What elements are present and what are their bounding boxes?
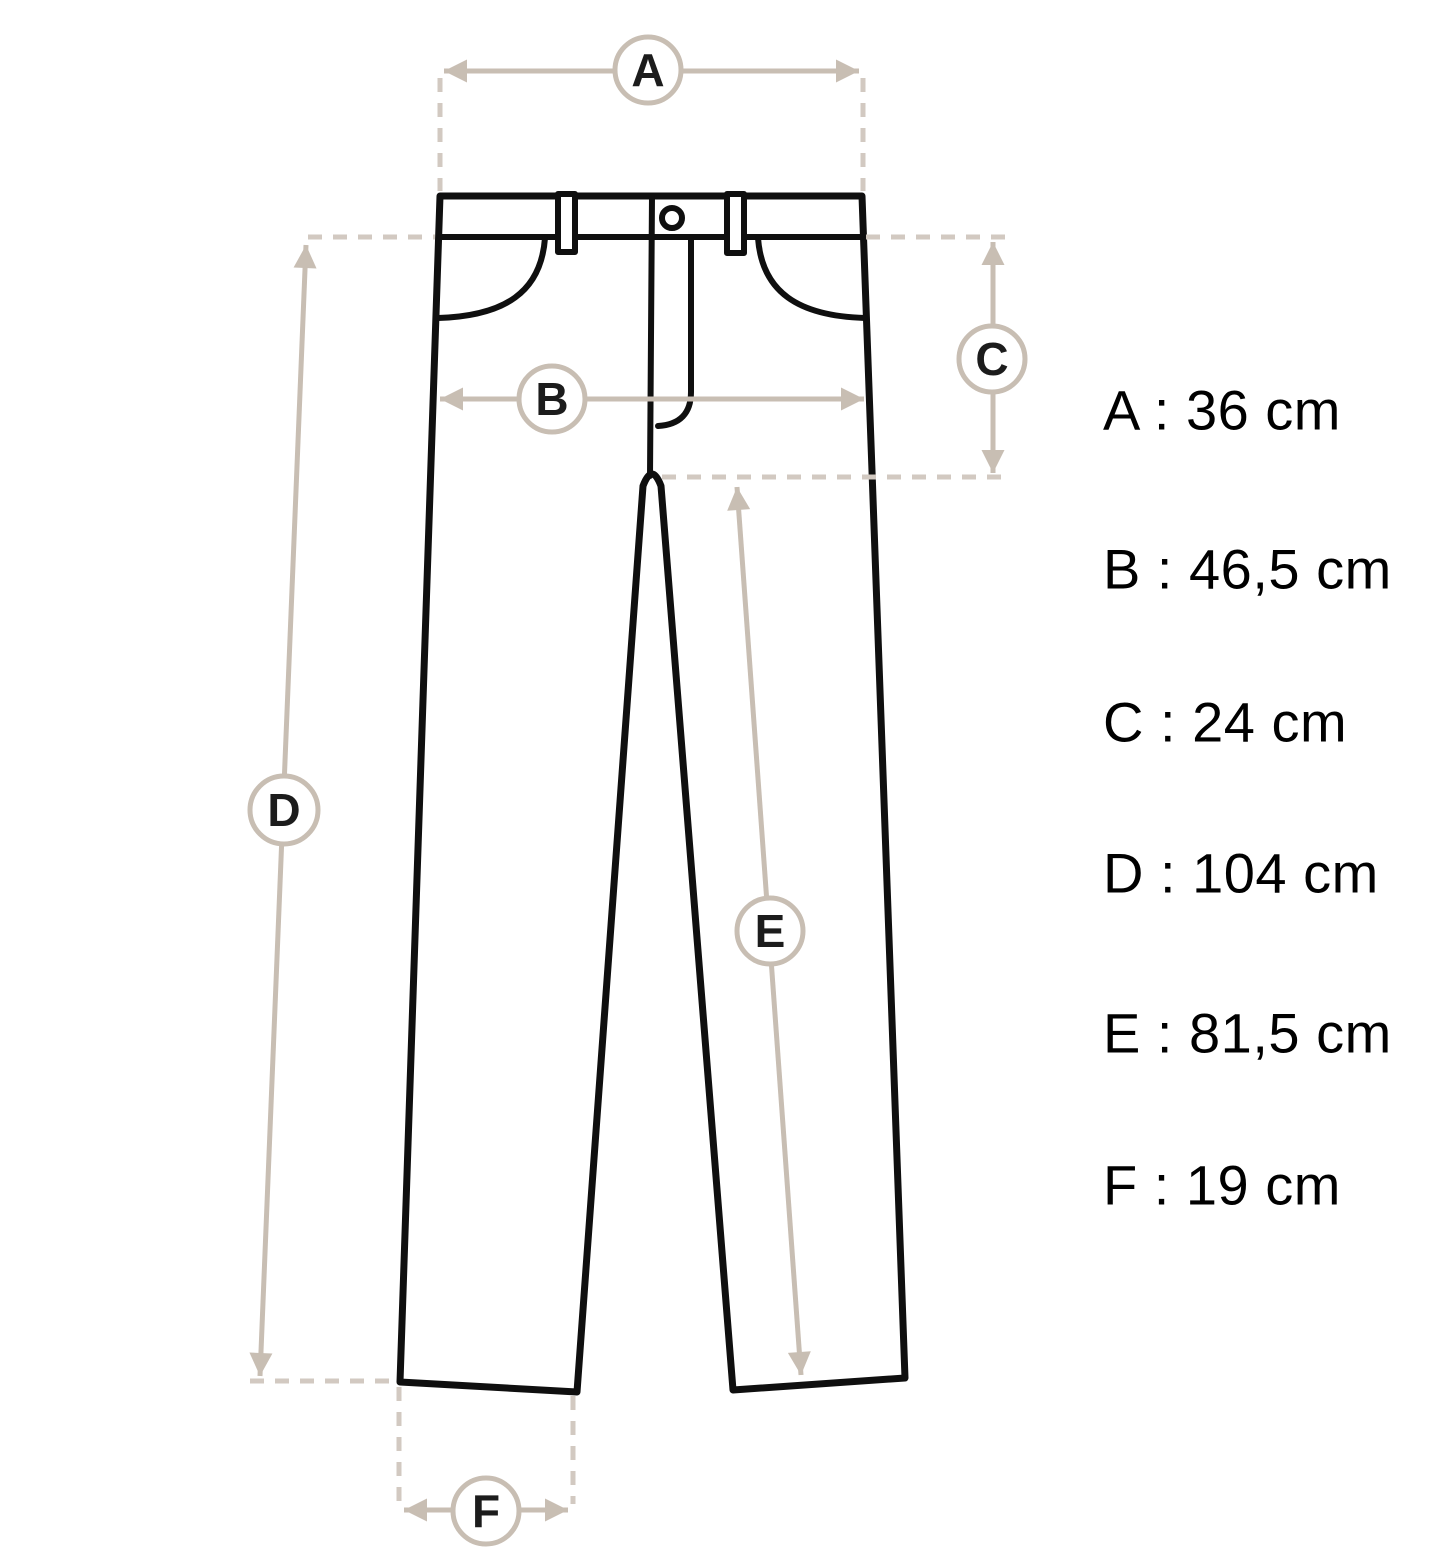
legend-line-b: B : 46,5 cm	[1103, 537, 1392, 601]
legend-line-f: F : 19 cm	[1103, 1153, 1341, 1217]
dimension-f-letter: F	[471, 1485, 501, 1537]
legend-line-a: A : 36 cm	[1103, 378, 1341, 442]
dimension-d-letter: D	[267, 784, 301, 836]
dimension-c-letter: C	[975, 333, 1009, 385]
pants-drawing	[400, 194, 905, 1392]
legend-line-c: C : 24 cm	[1103, 690, 1348, 754]
belt-loop-right	[727, 194, 744, 253]
dimension-b-letter: B	[535, 373, 569, 425]
legend-line-d: D : 104 cm	[1103, 841, 1379, 905]
belt-loop-left	[558, 194, 575, 252]
dimension-a-letter: A	[631, 44, 665, 96]
legend-line-e: E : 81,5 cm	[1103, 1001, 1392, 1065]
dimension-e-letter: E	[754, 905, 786, 957]
dimension-b-badge	[519, 366, 585, 432]
dimension-f-badge	[453, 1478, 519, 1544]
dimension-d-badge	[250, 776, 318, 844]
waist-button	[662, 208, 682, 228]
dimension-c-badge	[959, 326, 1025, 392]
fly-center-seam	[650, 196, 652, 476]
dimension-e-badge	[737, 898, 803, 964]
measurement-legend	[1103, 0, 1445, 1561]
dimension-a-badge	[615, 37, 681, 103]
